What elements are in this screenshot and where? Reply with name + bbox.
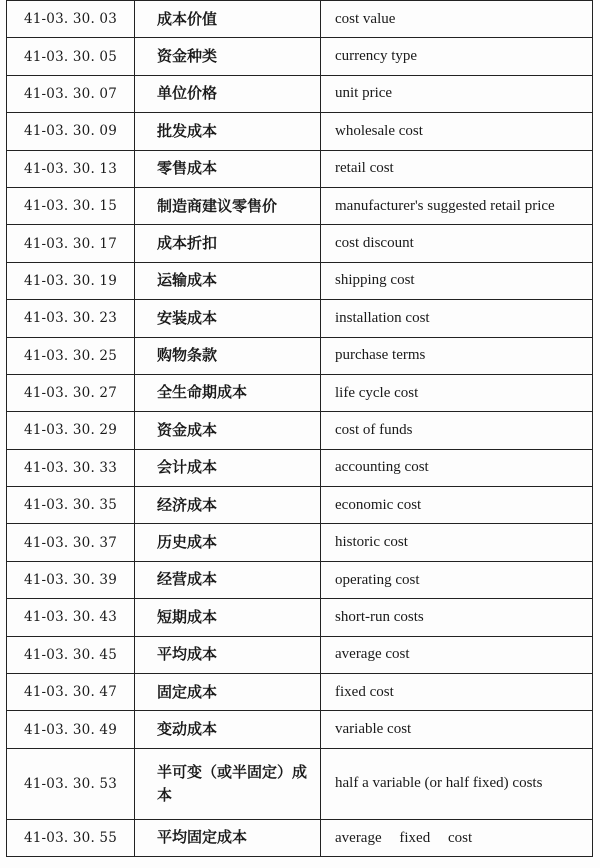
table-row [7,1,593,38]
table-row [7,412,593,449]
code-cell: 41-03. 30. 43 [7,599,135,636]
chinese-term-cell: 单位价格 [135,75,321,112]
table-row [7,337,593,374]
table-row [7,75,593,112]
chinese-term-cell: 固定成本 [135,674,321,711]
code-cell: 41-03. 30. 53 [7,748,135,819]
english-term-cell: unit price [321,75,593,112]
table-row [7,524,593,561]
english-term-cell: short-run costs [321,599,593,636]
english-term-cell: operating cost [321,561,593,598]
english-term-text: average fixed cost [335,829,473,846]
code-cell: 41-03. 30. 33 [7,449,135,486]
table-row [7,374,593,411]
english-term-cell: installation cost [321,300,593,337]
code-cell: 41-03. 30. 27 [7,374,135,411]
code-cell: 41-03. 30. 45 [7,636,135,673]
code-cell: 41-03. 30. 19 [7,262,135,299]
chinese-term-cell: 批发成本 [135,113,321,150]
english-term-cell: life cycle cost [321,374,593,411]
code-cell: 41-03. 30. 13 [7,150,135,187]
english-term-cell: variable cost [321,711,593,748]
code-cell: 41-03. 30. 09 [7,113,135,150]
chinese-term-cell: 平均成本 [135,636,321,673]
table-row [7,300,593,337]
code-cell: 41-03. 30. 23 [7,300,135,337]
table-row [7,599,593,636]
chinese-term-cell: 安装成本 [135,300,321,337]
table-row [7,711,593,748]
chinese-term-cell: 制造商建议零售价 [135,187,321,224]
table-row [7,636,593,673]
english-term-cell: cost discount [321,225,593,262]
table-row [7,819,593,856]
chinese-term-cell: 零售成本 [135,150,321,187]
code-cell: 41-03. 30. 49 [7,711,135,748]
english-term-cell: shipping cost [321,262,593,299]
english-term-cell [321,819,593,856]
code-cell: 41-03. 30. 03 [7,1,135,38]
chinese-term-cell: 经济成本 [135,487,321,524]
english-term-cell: fixed cost [321,674,593,711]
chinese-term-cell: 会计成本 [135,449,321,486]
english-term-cell: half a variable (or half fixed) costs [321,748,593,819]
chinese-term-cell: 成本价值 [135,1,321,38]
table-row [7,187,593,224]
table-row [7,262,593,299]
english-term-cell: economic cost [321,487,593,524]
code-cell: 41-03. 30. 25 [7,337,135,374]
table-row [7,449,593,486]
english-term-cell: average cost [321,636,593,673]
chinese-term-cell: 资金成本 [135,412,321,449]
code-cell: 41-03. 30. 29 [7,412,135,449]
table-row [7,225,593,262]
table-row [7,674,593,711]
table-row [7,150,593,187]
english-term-cell: accounting cost [321,449,593,486]
table-row [7,113,593,150]
table-row [7,487,593,524]
chinese-term-cell: 历史成本 [135,524,321,561]
code-cell: 41-03. 30. 17 [7,225,135,262]
chinese-term-cell: 成本折扣 [135,225,321,262]
code-cell: 41-03. 30. 05 [7,38,135,75]
code-cell: 41-03. 30. 47 [7,674,135,711]
english-term-cell: purchase terms [321,337,593,374]
english-term-cell: retail cost [321,150,593,187]
english-term-cell: manufacturer's suggested retail price [321,187,593,224]
english-term-cell: cost of funds [321,412,593,449]
code-cell: 41-03. 30. 15 [7,187,135,224]
chinese-term-cell: 短期成本 [135,599,321,636]
english-term-cell: wholesale cost [321,113,593,150]
classification-table [6,0,593,857]
table-row [7,38,593,75]
english-term-cell: historic cost [321,524,593,561]
english-term-cell: currency type [321,38,593,75]
chinese-term-cell: 经营成本 [135,561,321,598]
code-cell: 41-03. 30. 39 [7,561,135,598]
code-cell: 41-03. 30. 07 [7,75,135,112]
code-cell: 41-03. 30. 55 [7,819,135,856]
chinese-term-cell: 平均固定成本 [135,819,321,856]
code-cell: 41-03. 30. 35 [7,487,135,524]
table-row [7,561,593,598]
chinese-term-cell: 资金种类 [135,38,321,75]
table-row [7,748,593,819]
code-cell: 41-03. 30. 37 [7,524,135,561]
english-term-cell: cost value [321,1,593,38]
chinese-term-cell: 购物条款 [135,337,321,374]
chinese-term-cell: 变动成本 [135,711,321,748]
chinese-term-cell: 全生命期成本 [135,374,321,411]
chinese-term-cell: 半可变（或半固定）成本 [135,748,321,819]
chinese-term-cell: 运输成本 [135,262,321,299]
